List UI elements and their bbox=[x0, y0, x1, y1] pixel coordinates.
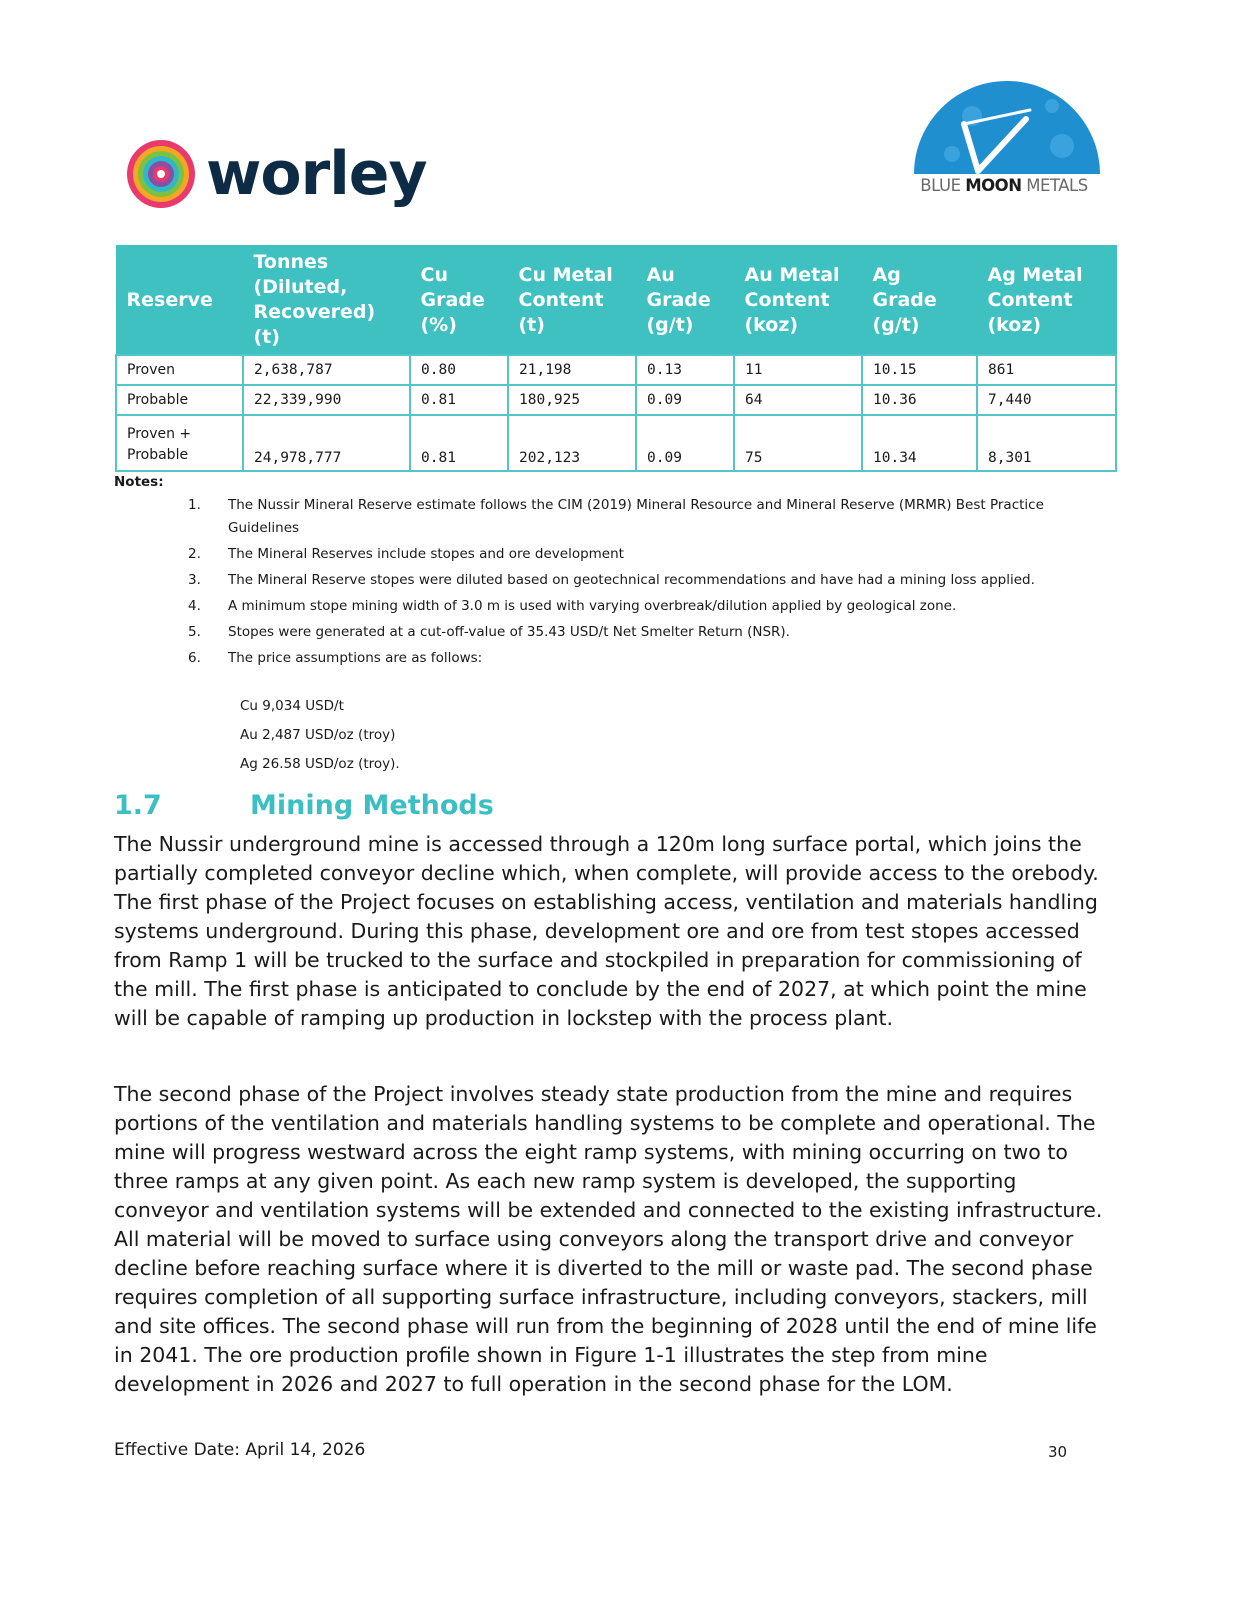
body-paragraph: The second phase of the Project involves steady state production from the mine and requires portions of the ventilation and materials handling systems to be complete and operational. The mine will progress westward across the eight ramp systems, with mining occurring on two to three ramps at any given point. As each new ramp system is developed, the supporting conveyor and ventilation systems will be extended and connected to the existing infrastructure. All material will be moved to surface using conveyors along the transport drive and conveyor decline before reaching surface where it is diverted to the mill or waste pad. The second phase requires completion of all supporting surface infrastructure, including conveyors, stackers, mill and site offices. The second phase will run from the beginning of 2028 until the end of mine life in 2041. The ore production profile shown in Figure 1-1 illustrates the step from mine development in 2026 and 2027 to full operation in the second phase for the LOM. bbox=[114, 1082, 1103, 1396]
table-cell: 10.36 bbox=[862, 385, 977, 415]
table-cell: 180,925 bbox=[508, 385, 636, 415]
mineral-reserve-table bbox=[115, 245, 1117, 472]
table-cell: 2,638,787 bbox=[243, 355, 410, 385]
page-number: 30 bbox=[1048, 1443, 1068, 1461]
table-cell: Probable bbox=[116, 385, 243, 415]
moon-icon bbox=[912, 76, 1102, 174]
notes-label: Notes: bbox=[114, 474, 164, 490]
price-au: Au 2,487 USD/oz (troy) bbox=[240, 727, 396, 743]
table-cell: 0.80 bbox=[410, 355, 508, 385]
note-text: The Mineral Reserve stopes were diluted based on geotechnical recommendations and have had a mining loss applied. bbox=[228, 572, 1035, 588]
table-cell: 0.13 bbox=[636, 355, 734, 385]
table-cell: 10.15 bbox=[862, 355, 977, 385]
col-header: Reserve bbox=[116, 246, 243, 356]
worley-wordmark: worley bbox=[206, 139, 427, 209]
col-header: Au Grade (g/t) bbox=[636, 246, 734, 356]
table-cell: 24,978,777 bbox=[243, 415, 410, 471]
table-cell: 0.81 bbox=[410, 385, 508, 415]
table-cell: 64 bbox=[734, 385, 862, 415]
price-cu: Cu 9,034 USD/t bbox=[240, 698, 344, 714]
note-text: The Nussir Mineral Reserve estimate follows the CIM (2019) Mineral Resource and Mineral Reserve (MRMR) Best Practice Guidelines bbox=[228, 497, 1044, 536]
note-number: 1. bbox=[188, 497, 201, 513]
section-title: Mining Methods bbox=[250, 790, 494, 821]
list-item bbox=[188, 595, 1098, 618]
list-item bbox=[188, 543, 1098, 566]
table-cell: 22,339,990 bbox=[243, 385, 410, 415]
price-ag: Ag 26.58 USD/oz (troy). bbox=[240, 756, 400, 772]
col-header: Cu Metal Content (t) bbox=[508, 246, 636, 356]
logo-text-metals: METALS bbox=[1021, 176, 1088, 195]
table-cell: 202,123 bbox=[508, 415, 636, 471]
note-text: Stopes were generated at a cut-off-value of 35.43 USD/t Net Smelter Return (NSR). bbox=[228, 624, 790, 640]
worley-logo bbox=[124, 134, 434, 214]
blue-moon-metals-logo bbox=[906, 76, 1102, 208]
table-cell: 8,301 bbox=[977, 415, 1116, 471]
list-item bbox=[188, 494, 1098, 540]
table-cell: 21,198 bbox=[508, 355, 636, 385]
table-cell: 861 bbox=[977, 355, 1116, 385]
table-row-total bbox=[116, 415, 1116, 471]
table-row bbox=[116, 355, 1116, 385]
logo-text-moon: MOON bbox=[965, 176, 1022, 195]
note-number: 3. bbox=[188, 572, 201, 588]
body-paragraph: The Nussir underground mine is accessed through a 120m long surface portal, which joins the partially completed conveyor decline which, when complete, will provide access to the orebody. The first phase of the Project focuses on establishing access, ventilation and materials handling systems underground. During this phase, development ore and ore from test stopes accessed from Ramp 1 will be trucked to the surface and stockpiled in preparation for commissioning of the mill. The first phase is anticipated to conclude by the end of 2027, at which point the mine will be capable of ramping up production in lockstep with the process plant. bbox=[114, 832, 1099, 1030]
note-text: A minimum stope mining width of 3.0 m is used with varying overbreak/dilution applied by geological zone. bbox=[228, 598, 957, 614]
table-cell: 10.34 bbox=[862, 415, 977, 471]
note-text: The price assumptions are as follows: bbox=[228, 650, 483, 666]
col-header: Ag Metal Content (koz) bbox=[977, 246, 1116, 356]
list-item bbox=[188, 647, 1098, 670]
notes-list bbox=[188, 494, 1098, 673]
table-cell: 0.81 bbox=[410, 415, 508, 471]
worley-swirl-icon bbox=[124, 137, 198, 211]
price-assumptions bbox=[240, 692, 400, 779]
col-header: Au Metal Content (koz) bbox=[734, 246, 862, 356]
note-number: 6. bbox=[188, 650, 201, 666]
col-header: Ag Grade (g/t) bbox=[862, 246, 977, 356]
table-cell: 7,440 bbox=[977, 385, 1116, 415]
col-header: Tonnes (Diluted, Recovered) (t) bbox=[243, 246, 410, 356]
table-cell: Proven + Probable bbox=[116, 415, 243, 471]
note-number: 2. bbox=[188, 546, 201, 562]
table-row bbox=[116, 385, 1116, 415]
effective-date: Effective Date: April 14, 2026 bbox=[114, 1440, 366, 1460]
note-number: 4. bbox=[188, 598, 201, 614]
table-cell: 0.09 bbox=[636, 415, 734, 471]
table-cell: 0.09 bbox=[636, 385, 734, 415]
col-header: Cu Grade (%) bbox=[410, 246, 508, 356]
blue-moon-wordmark bbox=[906, 176, 1102, 195]
logo-text-blue: BLUE bbox=[920, 176, 966, 195]
table-cell: 75 bbox=[734, 415, 862, 471]
list-item bbox=[188, 621, 1098, 644]
section-number: 1.7 bbox=[114, 790, 162, 821]
table-header-row bbox=[116, 246, 1116, 356]
list-item bbox=[188, 569, 1098, 592]
note-text: The Mineral Reserves include stopes and ore development bbox=[228, 546, 624, 562]
table-cell: Proven bbox=[116, 355, 243, 385]
table-cell: 11 bbox=[734, 355, 862, 385]
note-number: 5. bbox=[188, 624, 201, 640]
